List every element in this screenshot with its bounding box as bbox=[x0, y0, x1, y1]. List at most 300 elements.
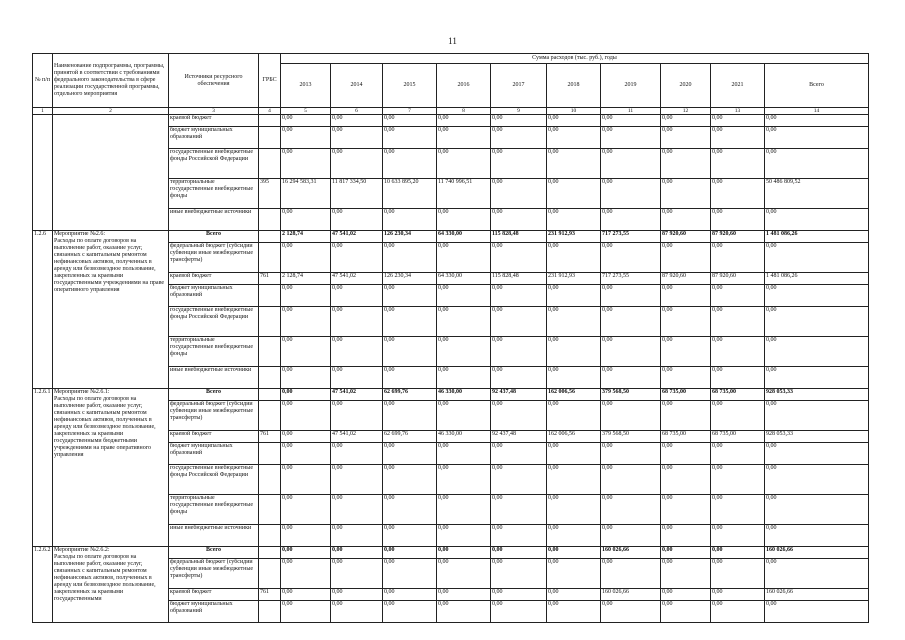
amount-cell: 0,00 bbox=[711, 285, 765, 307]
header-year: 2015 bbox=[383, 64, 437, 108]
grbs-cell: 761 bbox=[259, 431, 281, 443]
source-cell: территориальные государственные внебюджетные фонды bbox=[169, 495, 259, 525]
header-col-source: Источники ресурсного обеспечения bbox=[169, 54, 259, 108]
amount-cell: 0,00 bbox=[491, 307, 547, 337]
amount-cell: 0,00 bbox=[547, 285, 601, 307]
amount-cell: 0,00 bbox=[383, 285, 437, 307]
amount-cell: 115 828,48 bbox=[491, 273, 547, 285]
grbs-cell: 761 bbox=[259, 273, 281, 285]
amount-cell: 1 481 086,26 bbox=[765, 231, 869, 243]
amount-cell: 0,00 bbox=[437, 401, 491, 431]
amount-cell: 0,00 bbox=[383, 465, 437, 495]
grbs-cell bbox=[259, 547, 281, 559]
amount-cell: 231 912,93 bbox=[547, 273, 601, 285]
amount-cell: 0,00 bbox=[331, 337, 383, 367]
item-description: Расходы по оплате договоров на выполнение работ, оказание услуг, связанных с капитальным ремонтом нефинансовых активов, полученных в аренду или безвозмездное пользование, закрепленных за краевыми государственными бюджетными учреждениями на праве оперативного управления bbox=[54, 396, 156, 458]
header-col-name: Наименование подпрограммы, программы, принятой в соответствии с требованиями федерального законодательства в сфере реализации государственной программы, отдельного мероприятия bbox=[53, 54, 169, 108]
grbs-cell bbox=[259, 115, 281, 127]
header-year: 2019 bbox=[601, 64, 661, 108]
source-cell: государственные внебюджетные фонды Российской Федерации bbox=[169, 149, 259, 179]
amount-cell: 0,00 bbox=[437, 209, 491, 231]
amount-cell: 0,00 bbox=[601, 465, 661, 495]
amount-cell: 1 481 086,26 bbox=[765, 273, 869, 285]
amount-cell: 0,00 bbox=[765, 525, 869, 547]
amount-cell: 0,00 bbox=[765, 209, 869, 231]
grbs-cell bbox=[259, 389, 281, 401]
amount-cell: 0,00 bbox=[383, 307, 437, 337]
header-year: Всего bbox=[765, 64, 869, 108]
amount-cell: 68 735,00 bbox=[661, 431, 711, 443]
header-year: 2014 bbox=[331, 64, 383, 108]
amount-cell: 0,00 bbox=[281, 559, 331, 589]
amount-cell: 0,00 bbox=[437, 559, 491, 589]
amount-cell: 0,00 bbox=[491, 525, 547, 547]
table-row bbox=[33, 231, 869, 243]
amount-cell: 0,00 bbox=[661, 559, 711, 589]
amount-cell: 11 817 334,50 bbox=[331, 179, 383, 209]
amount-cell: 92 437,48 bbox=[491, 431, 547, 443]
amount-cell: 0,00 bbox=[547, 209, 601, 231]
amount-cell: 0,00 bbox=[547, 307, 601, 337]
amount-cell: 0,00 bbox=[601, 559, 661, 589]
header-col-number: 7 bbox=[383, 108, 437, 115]
amount-cell: 0,00 bbox=[601, 337, 661, 367]
amount-cell: 0,00 bbox=[661, 525, 711, 547]
amount-cell: 47 541,02 bbox=[331, 231, 383, 243]
amount-cell: 162 006,56 bbox=[547, 431, 601, 443]
source-cell: бюджет муниципальных образований bbox=[169, 285, 259, 307]
amount-cell: 0,00 bbox=[383, 127, 437, 149]
amount-cell: 0,00 bbox=[765, 307, 869, 337]
amount-cell: 62 699,76 bbox=[383, 431, 437, 443]
amount-cell: 0,00 bbox=[281, 389, 331, 401]
amount-cell: 0,00 bbox=[331, 285, 383, 307]
amount-cell: 0,00 bbox=[765, 243, 869, 273]
amount-cell: 0,00 bbox=[661, 285, 711, 307]
amount-cell: 0,00 bbox=[383, 401, 437, 431]
source-cell: бюджет муниципальных образований bbox=[169, 443, 259, 465]
amount-cell: 0,00 bbox=[491, 601, 547, 623]
amount-cell: 928 053,33 bbox=[765, 431, 869, 443]
amount-cell: 0,00 bbox=[601, 367, 661, 389]
item-name bbox=[53, 231, 169, 389]
header-col-number: 9 bbox=[491, 108, 547, 115]
amount-cell: 46 330,00 bbox=[437, 389, 491, 401]
grbs-cell bbox=[259, 285, 281, 307]
amount-cell: 47 541,02 bbox=[331, 431, 383, 443]
amount-cell: 0,00 bbox=[547, 465, 601, 495]
amount-cell: 0,00 bbox=[491, 127, 547, 149]
amount-cell: 0,00 bbox=[383, 559, 437, 589]
source-cell: краевой бюджет bbox=[169, 431, 259, 443]
amount-cell: 0,00 bbox=[491, 209, 547, 231]
amount-cell: 0,00 bbox=[437, 149, 491, 179]
amount-cell: 0,00 bbox=[601, 495, 661, 525]
header-year: 2016 bbox=[437, 64, 491, 108]
amount-cell: 0,00 bbox=[601, 601, 661, 623]
amount-cell: 0,00 bbox=[437, 285, 491, 307]
amount-cell: 0,00 bbox=[601, 127, 661, 149]
header-col-no: № п/п bbox=[33, 54, 53, 108]
amount-cell: 16 294 583,31 bbox=[281, 179, 331, 209]
amount-cell: 0,00 bbox=[547, 559, 601, 589]
amount-cell: 0,00 bbox=[281, 243, 331, 273]
amount-cell: 0,00 bbox=[765, 559, 869, 589]
amount-cell: 0,00 bbox=[765, 337, 869, 367]
header-year: 2018 bbox=[547, 64, 601, 108]
amount-cell: 0,00 bbox=[331, 465, 383, 495]
source-cell: территориальные государственные внебюджетные фонды bbox=[169, 179, 259, 209]
amount-cell: 160 026,66 bbox=[765, 547, 869, 559]
header-year: 2020 bbox=[661, 64, 711, 108]
amount-cell: 0,00 bbox=[661, 243, 711, 273]
header-col-number: 8 bbox=[437, 108, 491, 115]
amount-cell: 231 912,93 bbox=[547, 231, 601, 243]
item-title: Мероприятие №2.6: bbox=[54, 231, 105, 237]
amount-cell: 0,00 bbox=[281, 285, 331, 307]
amount-cell: 0,00 bbox=[547, 149, 601, 179]
amount-cell: 0,00 bbox=[331, 547, 383, 559]
amount-cell: 0,00 bbox=[711, 243, 765, 273]
grbs-cell bbox=[259, 231, 281, 243]
amount-cell: 0,00 bbox=[661, 127, 711, 149]
table-row bbox=[33, 547, 869, 559]
item-number: 1.2.6.2 bbox=[33, 547, 53, 623]
amount-cell: 0,00 bbox=[765, 127, 869, 149]
amount-cell: 0,00 bbox=[331, 367, 383, 389]
amount-cell: 0,00 bbox=[491, 401, 547, 431]
amount-cell: 0,00 bbox=[547, 443, 601, 465]
amount-cell: 0,00 bbox=[437, 601, 491, 623]
amount-cell: 0,00 bbox=[547, 401, 601, 431]
item-description: Расходы по оплате договоров на выполнение работ, оказание услуг, связанных с капитальным ремонтом нефинансовых активов, полученных в аренду или безвозмездное пользование, закрепленных за краевыми государственными bbox=[54, 554, 156, 602]
amount-cell: 0,00 bbox=[547, 337, 601, 367]
amount-cell: 0,00 bbox=[661, 401, 711, 431]
amount-cell: 0,00 bbox=[601, 243, 661, 273]
amount-cell: 0,00 bbox=[711, 209, 765, 231]
amount-cell: 0,00 bbox=[281, 431, 331, 443]
header-col-number: 11 bbox=[601, 108, 661, 115]
source-cell: иные внебюджетные источники bbox=[169, 209, 259, 231]
amount-cell: 0,00 bbox=[711, 589, 765, 601]
amount-cell: 0,00 bbox=[491, 243, 547, 273]
amount-cell: 68 735,00 bbox=[711, 431, 765, 443]
amount-cell: 0,00 bbox=[281, 465, 331, 495]
amount-cell: 0,00 bbox=[331, 127, 383, 149]
amount-cell: 0,00 bbox=[547, 367, 601, 389]
amount-cell: 0,00 bbox=[711, 525, 765, 547]
amount-cell: 126 230,34 bbox=[383, 231, 437, 243]
amount-cell: 87 920,60 bbox=[661, 231, 711, 243]
amount-cell: 0,00 bbox=[711, 495, 765, 525]
source-cell: краевой бюджет bbox=[169, 589, 259, 601]
header-col-number: 6 bbox=[331, 108, 383, 115]
amount-cell: 10 633 895,20 bbox=[383, 179, 437, 209]
amount-cell: 68 735,00 bbox=[661, 389, 711, 401]
item-number: 1.2.6 bbox=[33, 231, 53, 389]
amount-cell: 0,00 bbox=[661, 179, 711, 209]
amount-cell: 0,00 bbox=[491, 443, 547, 465]
amount-cell: 64 330,00 bbox=[437, 231, 491, 243]
grbs-cell bbox=[259, 367, 281, 389]
grbs-cell bbox=[259, 525, 281, 547]
amount-cell: 2 128,74 bbox=[281, 273, 331, 285]
amount-cell: 115 828,48 bbox=[491, 231, 547, 243]
amount-cell: 0,00 bbox=[765, 443, 869, 465]
amount-cell: 0,00 bbox=[437, 115, 491, 127]
amount-cell: 0,00 bbox=[437, 465, 491, 495]
amount-cell: 0,00 bbox=[281, 589, 331, 601]
amount-cell: 0,00 bbox=[383, 601, 437, 623]
amount-cell: 0,00 bbox=[661, 209, 711, 231]
amount-cell: 64 330,00 bbox=[437, 273, 491, 285]
amount-cell: 0,00 bbox=[547, 179, 601, 209]
amount-cell: 0,00 bbox=[547, 589, 601, 601]
amount-cell: 0,00 bbox=[661, 337, 711, 367]
amount-cell: 0,00 bbox=[711, 547, 765, 559]
amount-cell: 0,00 bbox=[281, 149, 331, 179]
amount-cell: 92 437,48 bbox=[491, 389, 547, 401]
source-cell: государственные внебюджетные фонды Российской Федерации bbox=[169, 307, 259, 337]
amount-cell: 0,00 bbox=[765, 401, 869, 431]
item-number bbox=[33, 115, 53, 231]
grbs-cell bbox=[259, 149, 281, 179]
amount-cell: 0,00 bbox=[331, 443, 383, 465]
amount-cell: 126 230,34 bbox=[383, 273, 437, 285]
amount-cell: 0,00 bbox=[491, 589, 547, 601]
amount-cell: 0,00 bbox=[711, 465, 765, 495]
amount-cell: 0,00 bbox=[711, 367, 765, 389]
budget-table-sheet bbox=[32, 53, 868, 623]
amount-cell: 11 740 996,51 bbox=[437, 179, 491, 209]
source-cell: Всего bbox=[169, 231, 259, 243]
header-year: 2017 bbox=[491, 64, 547, 108]
item-title: Мероприятие №2.6.1: bbox=[54, 389, 110, 395]
amount-cell: 0,00 bbox=[661, 149, 711, 179]
amount-cell: 160 026,66 bbox=[765, 589, 869, 601]
item-name bbox=[53, 115, 169, 231]
source-cell: территориальные государственные внебюджетные фонды bbox=[169, 337, 259, 367]
grbs-cell bbox=[259, 601, 281, 623]
amount-cell: 0,00 bbox=[331, 243, 383, 273]
header-col-number: 14 bbox=[765, 108, 869, 115]
amount-cell: 0,00 bbox=[331, 495, 383, 525]
source-cell: федеральный бюджет (субсидии субвенции иные межбюджетные трансферты) bbox=[169, 559, 259, 589]
amount-cell: 0,00 bbox=[661, 465, 711, 495]
header-col-number: 12 bbox=[661, 108, 711, 115]
amount-cell: 0,00 bbox=[661, 495, 711, 525]
grbs-cell bbox=[259, 127, 281, 149]
amount-cell: 87 920,60 bbox=[711, 273, 765, 285]
amount-cell: 0,00 bbox=[491, 115, 547, 127]
amount-cell: 0,00 bbox=[547, 495, 601, 525]
amount-cell: 0,00 bbox=[711, 115, 765, 127]
amount-cell: 0,00 bbox=[281, 307, 331, 337]
amount-cell: 0,00 bbox=[661, 601, 711, 623]
amount-cell: 0,00 bbox=[711, 401, 765, 431]
amount-cell: 0,00 bbox=[491, 547, 547, 559]
amount-cell: 0,00 bbox=[331, 589, 383, 601]
amount-cell: 47 541,02 bbox=[331, 273, 383, 285]
amount-cell: 0,00 bbox=[331, 149, 383, 179]
grbs-cell: 761 bbox=[259, 589, 281, 601]
amount-cell: 0,00 bbox=[661, 443, 711, 465]
amount-cell: 0,00 bbox=[331, 559, 383, 589]
amount-cell: 0,00 bbox=[437, 127, 491, 149]
amount-cell: 0,00 bbox=[383, 337, 437, 367]
header-group-sum: Сумма расходов (тыс. руб.), годы bbox=[281, 54, 869, 64]
amount-cell: 0,00 bbox=[437, 547, 491, 559]
amount-cell: 0,00 bbox=[281, 337, 331, 367]
item-number: 1.2.6.1 bbox=[33, 389, 53, 547]
header-col-number: 10 bbox=[547, 108, 601, 115]
amount-cell: 0,00 bbox=[281, 401, 331, 431]
amount-cell: 0,00 bbox=[383, 547, 437, 559]
amount-cell: 0,00 bbox=[601, 209, 661, 231]
page-number: 11 bbox=[448, 36, 457, 46]
amount-cell: 0,00 bbox=[383, 495, 437, 525]
amount-cell: 0,00 bbox=[331, 307, 383, 337]
amount-cell: 928 053,33 bbox=[765, 389, 869, 401]
amount-cell: 0,00 bbox=[437, 525, 491, 547]
amount-cell: 87 920,60 bbox=[711, 231, 765, 243]
header-col-number: 13 bbox=[711, 108, 765, 115]
amount-cell: 0,00 bbox=[661, 367, 711, 389]
amount-cell: 0,00 bbox=[331, 401, 383, 431]
grbs-cell bbox=[259, 443, 281, 465]
grbs-cell bbox=[259, 559, 281, 589]
amount-cell: 0,00 bbox=[711, 601, 765, 623]
amount-cell: 162 006,56 bbox=[547, 389, 601, 401]
item-title: Мероприятие №2.6.2: bbox=[54, 547, 110, 553]
amount-cell: 0,00 bbox=[281, 443, 331, 465]
amount-cell: 47 541,02 bbox=[331, 389, 383, 401]
budget-table bbox=[32, 53, 869, 623]
amount-cell: 0,00 bbox=[437, 307, 491, 337]
table-row bbox=[33, 389, 869, 401]
amount-cell: 0,00 bbox=[491, 367, 547, 389]
amount-cell: 717 273,55 bbox=[601, 231, 661, 243]
amount-cell: 717 273,55 bbox=[601, 273, 661, 285]
amount-cell: 2 128,74 bbox=[281, 231, 331, 243]
amount-cell: 0,00 bbox=[437, 337, 491, 367]
item-description: Расходы по оплате договоров на выполнение работ, оказание услуг, связанных с капитальным ремонтом нефинансовых активов, полученных в аренду или безвозмездное пользование, закрепленных за краевыми государственными учреждениями на праве оперативного управления bbox=[54, 238, 165, 293]
table-header bbox=[33, 54, 869, 115]
source-cell: краевой бюджет bbox=[169, 115, 259, 127]
source-cell: иные внебюджетные источники bbox=[169, 367, 259, 389]
amount-cell: 160 026,66 bbox=[601, 589, 661, 601]
amount-cell: 0,00 bbox=[281, 115, 331, 127]
amount-cell: 0,00 bbox=[765, 367, 869, 389]
amount-cell: 0,00 bbox=[437, 495, 491, 525]
source-cell: государственные внебюджетные фонды Российской Федерации bbox=[169, 465, 259, 495]
amount-cell: 0,00 bbox=[547, 601, 601, 623]
amount-cell: 50 486 809,52 bbox=[765, 179, 869, 209]
header-col-number: 2 bbox=[53, 108, 169, 115]
grbs-cell bbox=[259, 495, 281, 525]
header-col-number: 1 bbox=[33, 108, 53, 115]
amount-cell: 0,00 bbox=[547, 547, 601, 559]
amount-cell: 0,00 bbox=[711, 307, 765, 337]
amount-cell: 0,00 bbox=[331, 525, 383, 547]
amount-cell: 0,00 bbox=[437, 367, 491, 389]
amount-cell: 0,00 bbox=[281, 127, 331, 149]
amount-cell: 0,00 bbox=[437, 589, 491, 601]
amount-cell: 0,00 bbox=[661, 589, 711, 601]
amount-cell: 62 699,76 bbox=[383, 389, 437, 401]
amount-cell: 0,00 bbox=[601, 149, 661, 179]
amount-cell: 0,00 bbox=[383, 525, 437, 547]
amount-cell: 0,00 bbox=[437, 443, 491, 465]
amount-cell: 0,00 bbox=[765, 285, 869, 307]
amount-cell: 0,00 bbox=[765, 149, 869, 179]
amount-cell: 0,00 bbox=[383, 589, 437, 601]
header-col-number: 5 bbox=[281, 108, 331, 115]
amount-cell: 0,00 bbox=[491, 465, 547, 495]
amount-cell: 0,00 bbox=[331, 601, 383, 623]
amount-cell: 0,00 bbox=[601, 525, 661, 547]
header-col-number: 3 bbox=[169, 108, 259, 115]
source-cell: Всего bbox=[169, 547, 259, 559]
amount-cell: 0,00 bbox=[491, 337, 547, 367]
amount-cell: 0,00 bbox=[281, 601, 331, 623]
amount-cell: 0,00 bbox=[601, 307, 661, 337]
grbs-cell bbox=[259, 337, 281, 367]
header-col-number: 4 bbox=[259, 108, 281, 115]
amount-cell: 379 568,50 bbox=[601, 431, 661, 443]
header-col-grbs: ГРБС bbox=[259, 54, 281, 108]
amount-cell: 0,00 bbox=[547, 243, 601, 273]
item-name bbox=[53, 389, 169, 547]
amount-cell: 0,00 bbox=[383, 209, 437, 231]
amount-cell: 0,00 bbox=[383, 367, 437, 389]
amount-cell: 87 920,60 bbox=[661, 273, 711, 285]
amount-cell: 0,00 bbox=[547, 115, 601, 127]
amount-cell: 0,00 bbox=[383, 243, 437, 273]
amount-cell: 0,00 bbox=[383, 115, 437, 127]
header-year: 2013 bbox=[281, 64, 331, 108]
grbs-cell: 395 bbox=[259, 179, 281, 209]
amount-cell: 0,00 bbox=[281, 547, 331, 559]
amount-cell: 0,00 bbox=[711, 559, 765, 589]
grbs-cell bbox=[259, 401, 281, 431]
source-cell: краевой бюджет bbox=[169, 273, 259, 285]
grbs-cell bbox=[259, 465, 281, 495]
amount-cell: 0,00 bbox=[491, 285, 547, 307]
amount-cell: 0,00 bbox=[491, 495, 547, 525]
amount-cell: 0,00 bbox=[383, 443, 437, 465]
grbs-cell bbox=[259, 307, 281, 337]
amount-cell: 0,00 bbox=[765, 465, 869, 495]
amount-cell: 0,00 bbox=[601, 115, 661, 127]
amount-cell: 160 026,66 bbox=[601, 547, 661, 559]
header-year: 2021 bbox=[711, 64, 765, 108]
source-cell: Всего bbox=[169, 389, 259, 401]
amount-cell: 0,00 bbox=[765, 495, 869, 525]
source-cell: федеральный бюджет (субсидии субвенции иные межбюджетные трансферты) bbox=[169, 401, 259, 431]
amount-cell: 0,00 bbox=[601, 401, 661, 431]
amount-cell: 0,00 bbox=[711, 149, 765, 179]
amount-cell: 0,00 bbox=[711, 127, 765, 149]
amount-cell: 46 330,00 bbox=[437, 431, 491, 443]
source-cell: бюджет муниципальных образований bbox=[169, 127, 259, 149]
amount-cell: 0,00 bbox=[661, 547, 711, 559]
table-body bbox=[33, 115, 869, 623]
amount-cell: 68 735,00 bbox=[711, 389, 765, 401]
amount-cell: 0,00 bbox=[547, 127, 601, 149]
grbs-cell bbox=[259, 209, 281, 231]
amount-cell: 0,00 bbox=[383, 149, 437, 179]
